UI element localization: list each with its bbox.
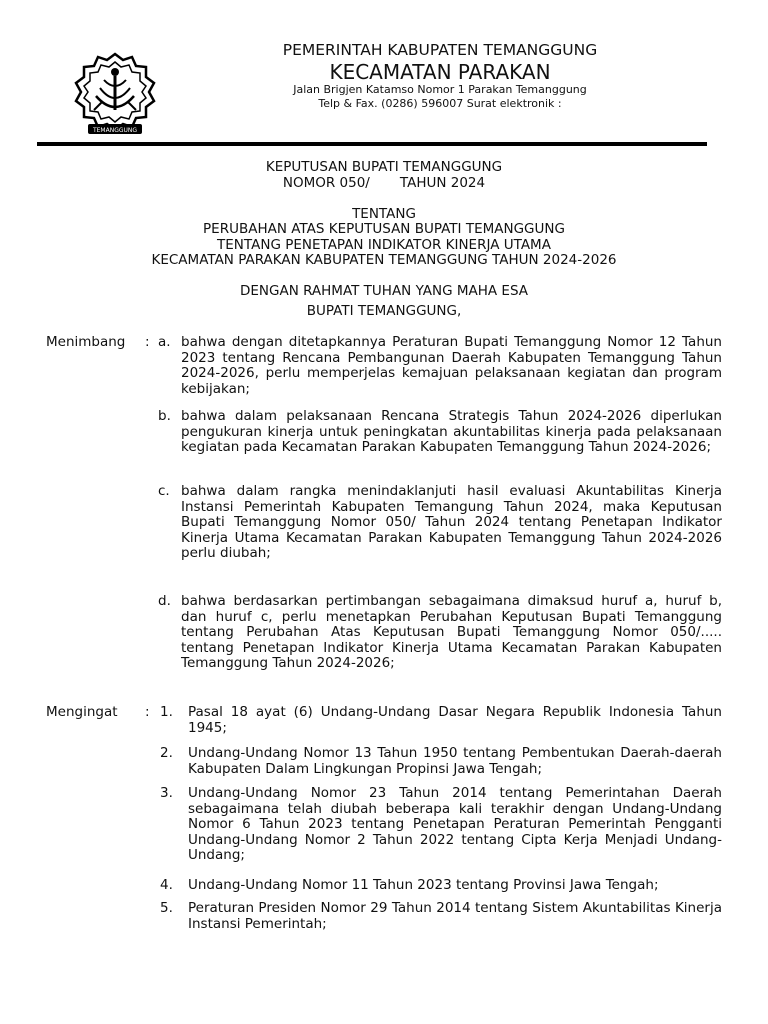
menimbang-colon: : [145, 334, 150, 350]
contact-info: Telp & Fax. (0286) 596007 Surat elektronik : [318, 97, 562, 110]
emblem-ribbon-text: TEMANGGUNG [92, 127, 138, 134]
list-marker: b. [158, 408, 171, 424]
mengingat-item: Pasal 18 ayat (6) Undang-Undang Dasar Negara Republik Indonesia Tahun 1945; [188, 704, 722, 736]
list-marker: 3. [160, 785, 173, 801]
decree-title: KEPUTUSAN BUPATI TEMANGGUNG [265, 159, 503, 175]
menimbang-item: bahwa dalam pelaksanaan Rencana Strategis Tahun 2024-2026 diperlukan pengukuran kinerja untuk peningkatan akuntabilitas kinerja pada pelaksanaan kegiatan pada Kecamatan Parakan Kabupaten Temanggung Tahun 2024-2026; [181, 408, 722, 455]
menimbang-label: Menimbang [46, 334, 126, 350]
issuer: BUPATI TEMANGGUNG, [306, 303, 462, 319]
government-name: PEMERINTAH KABUPATEN TEMANGGUNG [282, 41, 598, 59]
letterhead-divider [37, 142, 707, 146]
list-marker: 5. [160, 900, 173, 916]
decree-number: NOMOR 050/ TAHUN 2024 [282, 175, 486, 191]
menimbang-item: bahwa berdasarkan pertimbangan sebagaimana dimaksud huruf a, huruf b, dan huruf c, perlu menetapkan Perubahan Keputusan Bupati Temanggung tentang Perubahan Atas Keputusan Bupati Temanggung Nomor 050/..... tentang Penetapan Indikator Kinerja Utama Kecamatan Parakan Kabupaten Temanggung Tahun 2024-2026; [181, 593, 722, 671]
mengingat-label: Mengingat [46, 704, 118, 720]
list-marker: c. [158, 483, 170, 499]
decree-subject-line: TENTANG PENETAPAN INDIKATOR KINERJA UTAMA [217, 237, 551, 253]
menimbang-item: bahwa dalam rangka menindaklanjuti hasil evaluasi Akuntabilitas Kinerja Instansi Pemerintah Kabupaten Temangung Tahun 2024, maka Keputusan Bupati Temanggung Nomor 050/ Tahun 2024 tentang Penetapan Indikator Kinerja Utama Kecamatan Parakan Kabupaten Temanggung Tahun 2024-2026 perlu diubah; [181, 483, 722, 561]
mengingat-colon: : [145, 704, 150, 720]
mengingat-item: Undang-Undang Nomor 13 Tahun 1950 tentang Pembentukan Daerah-daerah Kabupaten Dalam Lingkungan Propinsi Jawa Tengah; [188, 745, 722, 777]
list-marker: 2. [160, 745, 173, 761]
mengingat-item: Undang-Undang Nomor 11 Tahun 2023 tentang Provinsi Jawa Tengah; [188, 877, 659, 893]
letterhead-contact [190, 83, 690, 111]
list-marker: d. [158, 593, 171, 609]
list-marker: 4. [160, 877, 173, 893]
decree-subject-line: KECAMATAN PARAKAN KABUPATEN TEMANGGUNG TAHUN 2024-2026 [151, 252, 617, 268]
invocation: DENGAN RAHMAT TUHAN YANG MAHA ESA [239, 283, 529, 299]
decree-subject-line: PERUBAHAN ATAS KEPUTUSAN BUPATI TEMANGGUNG [203, 221, 565, 237]
list-marker: 1. [160, 704, 173, 720]
menimbang-item: bahwa dengan ditetapkannya Peraturan Bupati Temanggung Nomor 12 Tahun 2023 tentang Rencana Pembangunan Daerah Kabupaten Temanggung Tahun 2024-2026, perlu memperjelas kemajuan pelaksanaan kegiatan dan program kebijakan; [181, 334, 722, 397]
address: Jalan Brigjen Katamso Nomor 1 Parakan Temanggung [293, 83, 587, 96]
list-marker: a. [158, 334, 171, 350]
decree-about: TENTANG [352, 206, 416, 222]
mengingat-item: Peraturan Presiden Nomor 29 Tahun 2014 tentang Sistem Akuntabilitas Kinerja Instansi Pemerintah; [188, 900, 722, 932]
regency-emblem-icon [74, 52, 156, 138]
mengingat-item: Undang-Undang Nomor 23 Tahun 2014 tentang Pemerintahan Daerah sebagaimana telah diubah beberapa kali terakhir dengan Undang-Undang Nomor 6 Tahun 2023 tentang Penetapan Peraturan Pemerintah Pengganti Undang-Undang Nomor 2 Tahun 2022 tentang Cipta Kerja Menjadi Undang-Undang; [188, 785, 722, 863]
district-name: KECAMATAN PARAKAN [329, 60, 551, 84]
